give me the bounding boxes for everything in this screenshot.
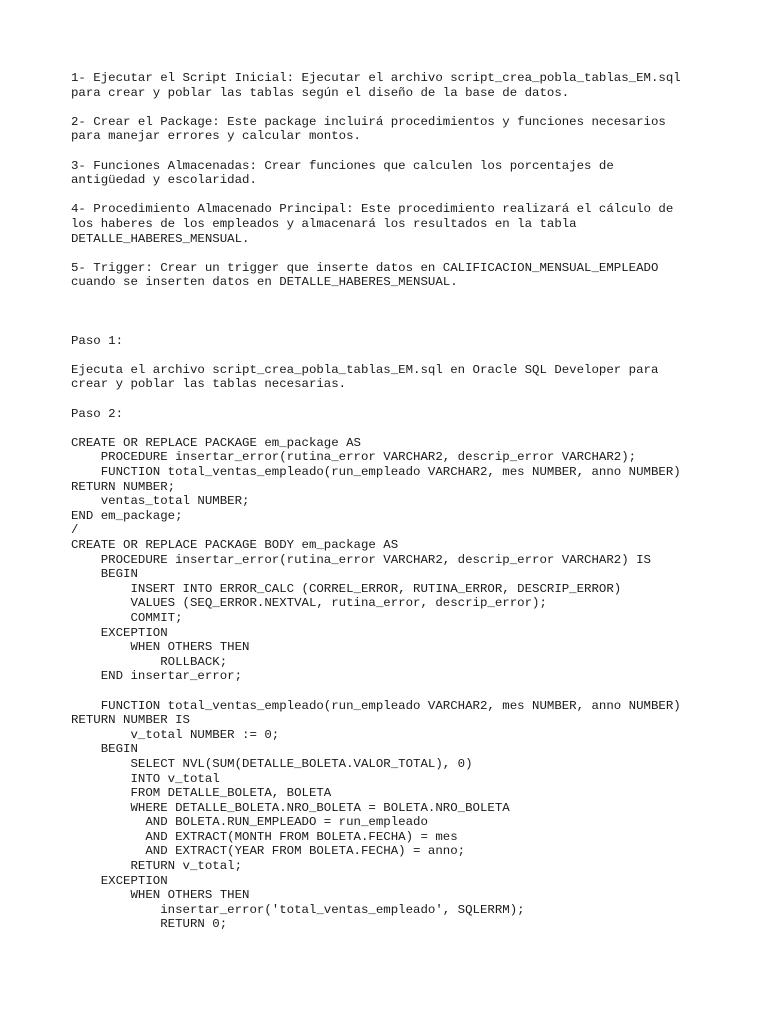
code-line: RETURN NUMBER IS <box>71 713 190 728</box>
text-line: crear y poblar las tablas necesarias. <box>71 377 347 392</box>
text-line: 3- Funciones Almacenadas: Crear funciones que calculen los porcentajes de <box>71 158 614 173</box>
step-5-paragraph <box>71 261 768 290</box>
code-line: WHEN OTHERS THEN <box>71 640 250 655</box>
code-line: v_total NUMBER := 0; <box>71 727 280 742</box>
code-line: CREATE OR REPLACE PACKAGE em_package AS <box>71 435 361 450</box>
code-line: FUNCTION total_ventas_empleado(run_empleado VARCHAR2, mes NUMBER, anno NUMBER) <box>71 465 681 480</box>
code-line: FUNCTION total_ventas_empleado(run_empleado VARCHAR2, mes NUMBER, anno NUMBER) <box>71 698 681 713</box>
text-line: los haberes de los empleados y almacenará los resultados en la tabla <box>71 216 577 231</box>
code-line: PROCEDURE insertar_error(rutina_error VARCHAR2, descrip_error VARCHAR2); <box>71 450 637 465</box>
code-line: INSERT INTO ERROR_CALC (CORREL_ERROR, RUTINA_ERROR, DESCRIP_ERROR) <box>71 581 622 596</box>
code-line: COMMIT; <box>71 610 183 625</box>
paso-1-paragraph <box>71 363 768 392</box>
text-line: cuando se inserten datos en DETALLE_HABERES_MENSUAL. <box>71 275 458 290</box>
text-line: antigüedad y escolaridad. <box>71 173 257 188</box>
code-line: END insertar_error; <box>71 669 243 684</box>
paso-2-heading: Paso 2: <box>71 406 124 421</box>
code-line: AND EXTRACT(MONTH FROM BOLETA.FECHA) = mes <box>71 829 458 844</box>
text-line: DETALLE_HABERES_MENSUAL. <box>71 231 250 246</box>
code-line: ROLLBACK; <box>71 654 228 669</box>
code-line: AND BOLETA.RUN_EMPLEADO = run_empleado <box>71 815 428 830</box>
code-line: EXCEPTION <box>71 873 168 888</box>
code-line: RETURN v_total; <box>71 859 243 874</box>
code-line: WHERE DETALLE_BOLETA.NRO_BOLETA = BOLETA.NRO_BOLETA <box>71 800 510 815</box>
code-line: PROCEDURE insertar_error(rutina_error VARCHAR2, descrip_error VARCHAR2) IS <box>71 552 651 567</box>
code-line: ventas_total NUMBER; <box>71 494 250 509</box>
code-line: INTO v_total <box>71 771 220 786</box>
code-block-function <box>71 699 768 933</box>
step-4-paragraph <box>71 202 768 246</box>
text-line: para crear y poblar las tablas según el diseño de la base de datos. <box>71 85 570 100</box>
code-line: RETURN 0; <box>71 917 228 932</box>
document-page <box>71 71 768 932</box>
code-line: END em_package; <box>71 508 183 523</box>
code-line: FROM DETALLE_BOLETA, BOLETA <box>71 786 332 801</box>
step-2-paragraph <box>71 115 768 144</box>
code-line: RETURN NUMBER; <box>71 479 176 494</box>
code-block-package <box>71 436 768 684</box>
step-1-paragraph <box>71 71 768 100</box>
code-line: CREATE OR REPLACE PACKAGE BODY em_package AS <box>71 538 399 552</box>
text-line: 4- Procedimiento Almacenado Principal: Este procedimiento realizará el cálculo de <box>71 202 674 217</box>
code-line: WHEN OTHERS THEN <box>71 888 250 903</box>
code-line: SELECT NVL(SUM(DETALLE_BOLETA.VALOR_TOTAL), 0) <box>71 756 473 771</box>
text-line: para manejar errores y calcular montos. <box>71 129 361 144</box>
code-line: EXCEPTION <box>71 625 168 640</box>
text-line: Ejecuta el archivo script_crea_pobla_tablas_EM.sql en Oracle SQL Developer para <box>71 362 659 377</box>
text-line: 1- Ejecutar el Script Inicial: Ejecutar el archivo script_crea_pobla_tablas_EM.sql <box>71 71 681 85</box>
text-line: 5- Trigger: Crear un trigger que inserte datos en CALIFICACION_MENSUAL_EMPLEADO <box>71 260 659 275</box>
code-line: / <box>71 523 79 538</box>
paso-1-heading: Paso 1: <box>71 333 124 348</box>
code-line: BEGIN <box>71 742 138 757</box>
code-line: insertar_error('total_ventas_empleado', SQLERRM); <box>71 902 525 917</box>
text-line: 2- Crear el Package: Este package incluirá procedimientos y funciones necesarios <box>71 114 666 129</box>
step-3-paragraph <box>71 159 768 188</box>
code-line: VALUES (SEQ_ERROR.NEXTVAL, rutina_error, descrip_error); <box>71 596 547 611</box>
code-line: BEGIN <box>71 567 138 582</box>
code-line: AND EXTRACT(YEAR FROM BOLETA.FECHA) = anno; <box>71 844 466 859</box>
